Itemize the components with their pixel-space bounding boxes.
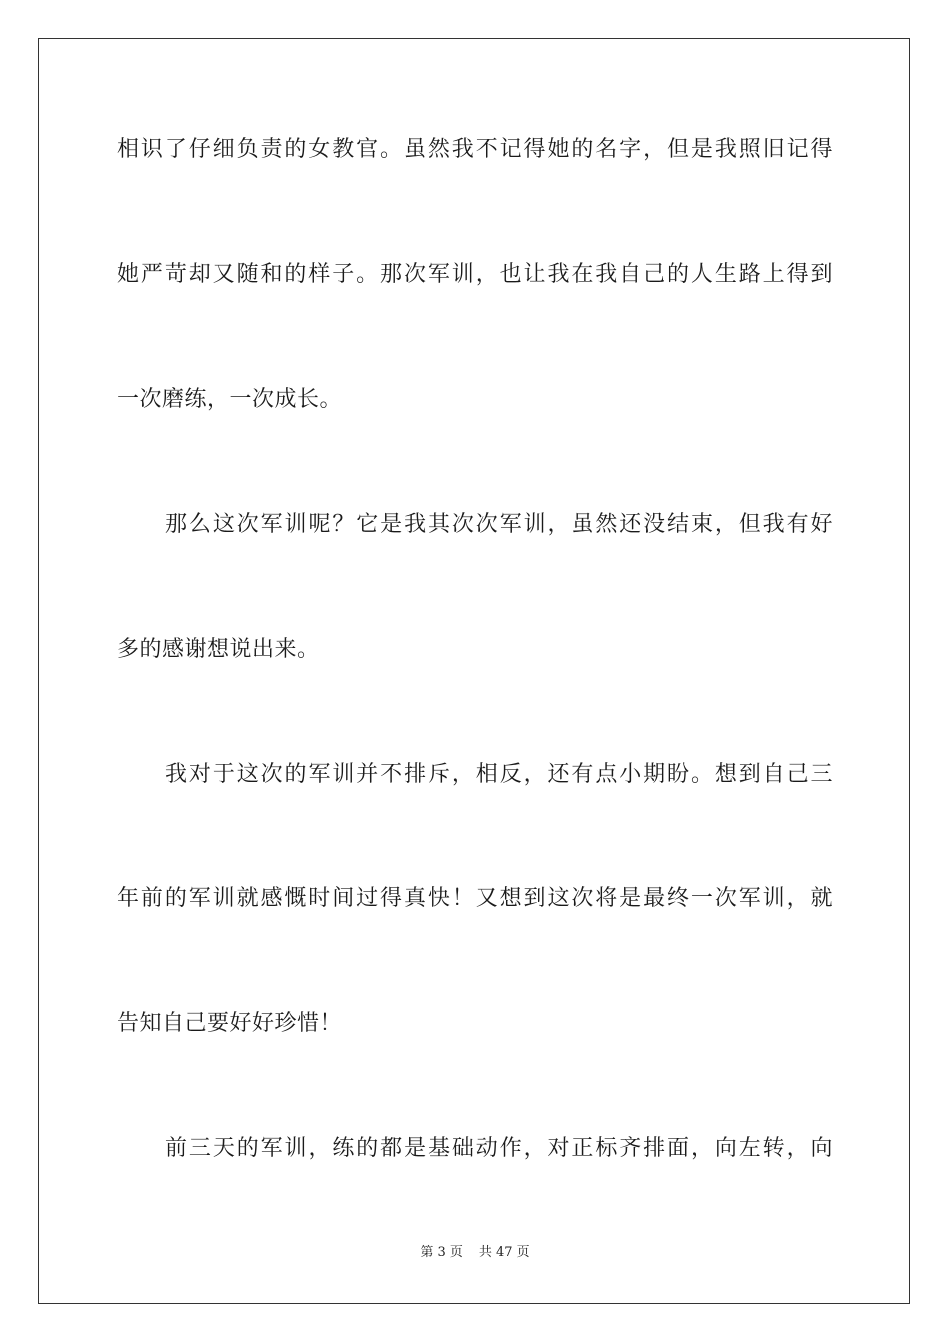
page-number: 第 3 页	[420, 1245, 463, 1260]
text-line-2: 她严苛却又随和的样子。那次军训，也让我在我自己的人生路上得到	[117, 262, 833, 287]
text-line-3: 一次磨练，一次成长。	[117, 387, 343, 412]
page-footer	[0, 1244, 950, 1262]
page-total: 共 47 页	[478, 1245, 530, 1260]
text-line-9: 前三天的军训，练的都是基础动作，对正标齐排面，向左转，向	[165, 1136, 833, 1161]
page-border	[38, 38, 910, 1304]
text-line-4: 那么这次军训呢？它是我其次次军训，虽然还没结束，但我有好	[165, 512, 833, 537]
text-line-8: 告知自己要好好珍惜！	[117, 1011, 343, 1036]
text-line-6: 我对于这次的军训并不排斥，相反，还有点小期盼。想到自己三	[165, 762, 833, 787]
text-line-5: 多的感谢想说出来。	[117, 637, 320, 662]
text-line-1: 相识了仔细负责的女教官。虽然我不记得她的名字，但是我照旧记得	[117, 137, 833, 162]
text-line-7: 年前的军训就感慨时间过得真快！又想到这次将是最终一次军训，就	[117, 886, 833, 911]
